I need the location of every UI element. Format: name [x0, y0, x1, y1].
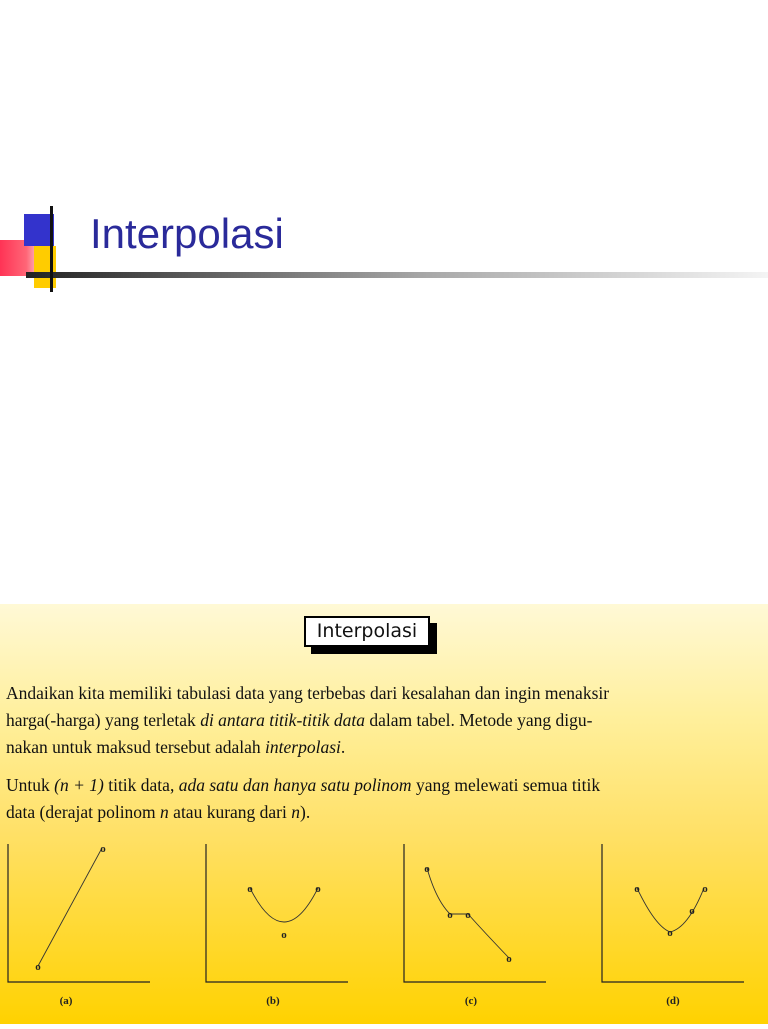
figure-d-axes	[602, 844, 744, 982]
p2-line1-end: yang melewati semua titik	[411, 775, 601, 795]
figure-c-point: o	[465, 909, 471, 921]
p2-line2-start: data (derajat polinom	[6, 802, 161, 822]
p2-line1-start: Untuk	[6, 775, 55, 795]
title-underline	[26, 272, 768, 278]
p2-line1-math: (n + 1)	[54, 775, 104, 795]
paragraph-definition	[6, 680, 756, 761]
p1-line3-italic: interpolasi	[265, 737, 341, 757]
figure-a-axes	[8, 844, 150, 982]
p2-line2-mid: atau kurang dari	[168, 802, 292, 822]
figure-b-point: o	[247, 883, 253, 895]
p1-line1: Andaikan kita memiliki tabulasi data yang terbebas dari kesalahan dan ingin menaksir	[6, 683, 610, 703]
figure-c-label: (c)	[464, 995, 478, 1007]
p2-line2-end: ).	[300, 802, 311, 822]
figure-b-axes	[206, 844, 348, 982]
p2-line2-n2: n	[291, 802, 300, 822]
p2-line1-mid: titik data,	[103, 775, 179, 795]
figure-d-label: (d)	[666, 995, 680, 1007]
figure-d-point: o	[667, 927, 673, 939]
figure-b-point: o	[281, 929, 287, 941]
figure-d-point: o	[689, 905, 695, 917]
figure-b-label: (b)	[266, 995, 280, 1007]
p1-line3-start: nakan untuk maksud tersebut adalah	[6, 737, 266, 757]
boxed-title-text: Interpolasi	[304, 616, 430, 647]
figure-d-point: o	[634, 883, 640, 895]
figure-a-point: o	[100, 843, 106, 855]
p2-line1-italic: ada satu dan hanya satu polinom	[178, 775, 412, 795]
slide-title: Interpolasi	[90, 210, 284, 257]
document-image	[0, 604, 768, 1024]
figure-a-line	[38, 848, 102, 966]
interpolation-figures	[0, 838, 768, 1024]
decor-vertical-line	[50, 206, 53, 292]
figure-c-point: o	[447, 909, 453, 921]
p1-line2-start: harga(-harga) yang terletak	[6, 710, 201, 730]
p1-line2-end: dalam tabel. Metode yang digu-	[364, 710, 593, 730]
p1-line2-italic: di antara titik-titik data	[200, 710, 365, 730]
p2-line2-n1: n	[160, 802, 169, 822]
figure-a-label: (a)	[59, 995, 73, 1007]
figure-c-point: o	[424, 863, 430, 875]
p1-line3-end: .	[340, 737, 346, 757]
figure-b-curve	[250, 888, 318, 922]
figures-svg	[0, 838, 768, 1024]
figure-b-point: o	[315, 883, 321, 895]
figure-c-point: o	[506, 953, 512, 965]
figure-a-point: o	[35, 961, 41, 973]
figure-d-point: o	[702, 883, 708, 895]
paragraph-polynomial	[6, 772, 756, 826]
boxed-title	[304, 616, 438, 654]
